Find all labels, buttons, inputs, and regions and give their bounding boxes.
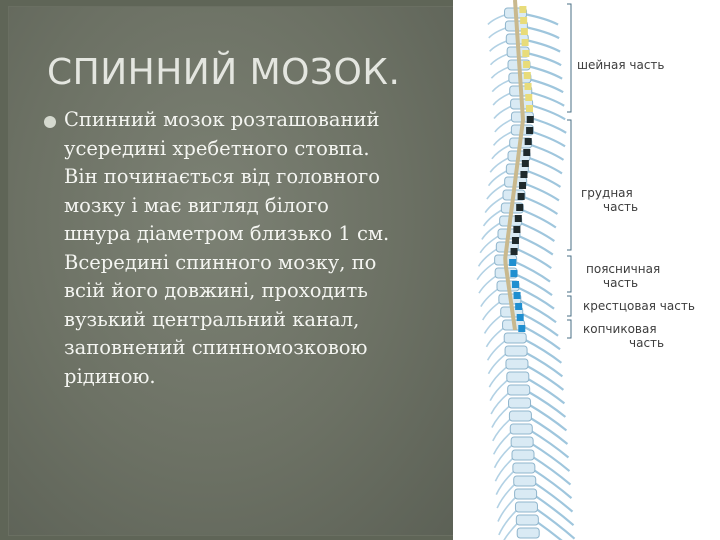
cord-segment bbox=[525, 138, 532, 145]
vertebra bbox=[516, 515, 538, 525]
vertebra bbox=[510, 424, 532, 434]
cord-segment bbox=[524, 72, 531, 79]
nerve-root bbox=[526, 157, 562, 173]
bracket-sacral bbox=[567, 296, 571, 316]
cord-segment bbox=[522, 39, 529, 46]
cord-segment bbox=[522, 160, 529, 167]
vertebra bbox=[515, 489, 537, 499]
cord-segment bbox=[515, 303, 522, 310]
nerve-root bbox=[522, 326, 560, 349]
vertebra bbox=[512, 450, 534, 460]
vertebra bbox=[507, 372, 529, 382]
cord-segment bbox=[520, 171, 527, 178]
vertebra bbox=[504, 333, 526, 343]
nerve-root bbox=[527, 66, 562, 79]
cord-segment bbox=[511, 248, 518, 255]
vertebra bbox=[505, 346, 527, 356]
nerve-root bbox=[525, 365, 563, 390]
vertebra bbox=[513, 463, 535, 473]
cord-segment bbox=[520, 17, 527, 24]
nerve-root bbox=[524, 352, 562, 376]
nerve-root bbox=[528, 144, 564, 160]
cord-segment bbox=[521, 28, 528, 35]
nerve-root bbox=[529, 92, 564, 106]
label-coccygeal-1: копчиковая bbox=[583, 322, 657, 336]
bullet-icon bbox=[44, 116, 56, 128]
vertebra bbox=[517, 528, 539, 538]
vertebra bbox=[515, 502, 537, 512]
label-sacral: крестцовая часть bbox=[583, 299, 695, 313]
nerve-root bbox=[530, 430, 569, 458]
nerve-root bbox=[519, 300, 556, 322]
cord-segment bbox=[516, 204, 523, 211]
cord-segment bbox=[519, 182, 526, 189]
nerve-root bbox=[515, 274, 552, 295]
cord-segment bbox=[525, 83, 532, 90]
label-thoracic-1: грудная bbox=[581, 186, 633, 200]
body-paragraph: Спинний мозок розташований усередині хребетного стовпа. Він починається від головного мозку і має вигляд білого шнура діаметром близько 1 см. Всередині спинного мозку, по всій його довжині, проходить вузький центральний канал, заповнений спинномозковою рідиною. bbox=[64, 108, 390, 388]
nerve-root bbox=[527, 391, 565, 417]
nerve-root bbox=[531, 118, 566, 133]
nerve-root bbox=[526, 40, 560, 52]
nerve-root bbox=[530, 131, 565, 146]
nerve-root bbox=[524, 14, 558, 25]
bracket-lumbar bbox=[567, 256, 571, 292]
cord-segment bbox=[525, 94, 532, 101]
nerve-root bbox=[531, 443, 570, 471]
vertebra bbox=[511, 437, 533, 447]
nerve-root bbox=[528, 404, 566, 430]
bracket-thoracic bbox=[567, 120, 571, 250]
cord-segment bbox=[514, 292, 521, 299]
label-cervical: шейная часть bbox=[577, 58, 665, 72]
cord-segment bbox=[510, 270, 517, 277]
cord-segment bbox=[518, 325, 525, 332]
nerve-root bbox=[528, 79, 563, 92]
spinal-cord-diagram bbox=[453, 0, 720, 540]
nerve-root bbox=[530, 105, 565, 119]
cord-segment bbox=[509, 259, 516, 266]
label-lumbar-1: поясничная bbox=[586, 262, 661, 276]
nerve-root bbox=[517, 287, 554, 309]
cord-segment bbox=[522, 50, 529, 57]
bracket-coccygeal bbox=[567, 320, 571, 338]
nerve-root bbox=[526, 378, 564, 403]
nerve-root bbox=[521, 313, 558, 336]
cord-segment bbox=[515, 215, 522, 222]
cord-segment bbox=[517, 314, 524, 321]
cord-segment bbox=[523, 149, 530, 156]
slide-title: СПИННИЙ МОЗОК. bbox=[47, 52, 401, 93]
label-coccygeal-2: часть bbox=[629, 336, 665, 350]
nerve-root bbox=[531, 456, 570, 485]
cord-segment bbox=[526, 127, 533, 134]
cord-segment bbox=[512, 281, 519, 288]
bracket-cervical bbox=[567, 4, 571, 112]
nerve-root bbox=[525, 27, 559, 38]
nerve-root bbox=[527, 53, 562, 65]
cord-segment bbox=[513, 226, 520, 233]
label-thoracic-2: часть bbox=[603, 200, 639, 214]
cord-segment bbox=[526, 105, 533, 112]
vertebra bbox=[506, 359, 528, 369]
cord-segment bbox=[527, 116, 534, 123]
vertebra bbox=[514, 476, 536, 486]
nerve-root bbox=[532, 469, 571, 498]
nerve-root bbox=[525, 170, 561, 187]
cord-segment bbox=[523, 61, 530, 68]
nerve-root bbox=[524, 339, 562, 363]
vertebra bbox=[509, 398, 531, 408]
vertebra bbox=[508, 385, 530, 395]
nerve-root bbox=[529, 417, 568, 444]
cord-segment bbox=[519, 6, 526, 13]
vertebra bbox=[509, 411, 531, 421]
cord-segment bbox=[512, 237, 519, 244]
label-lumbar-2: часть bbox=[603, 276, 639, 290]
cord-segment bbox=[518, 193, 525, 200]
